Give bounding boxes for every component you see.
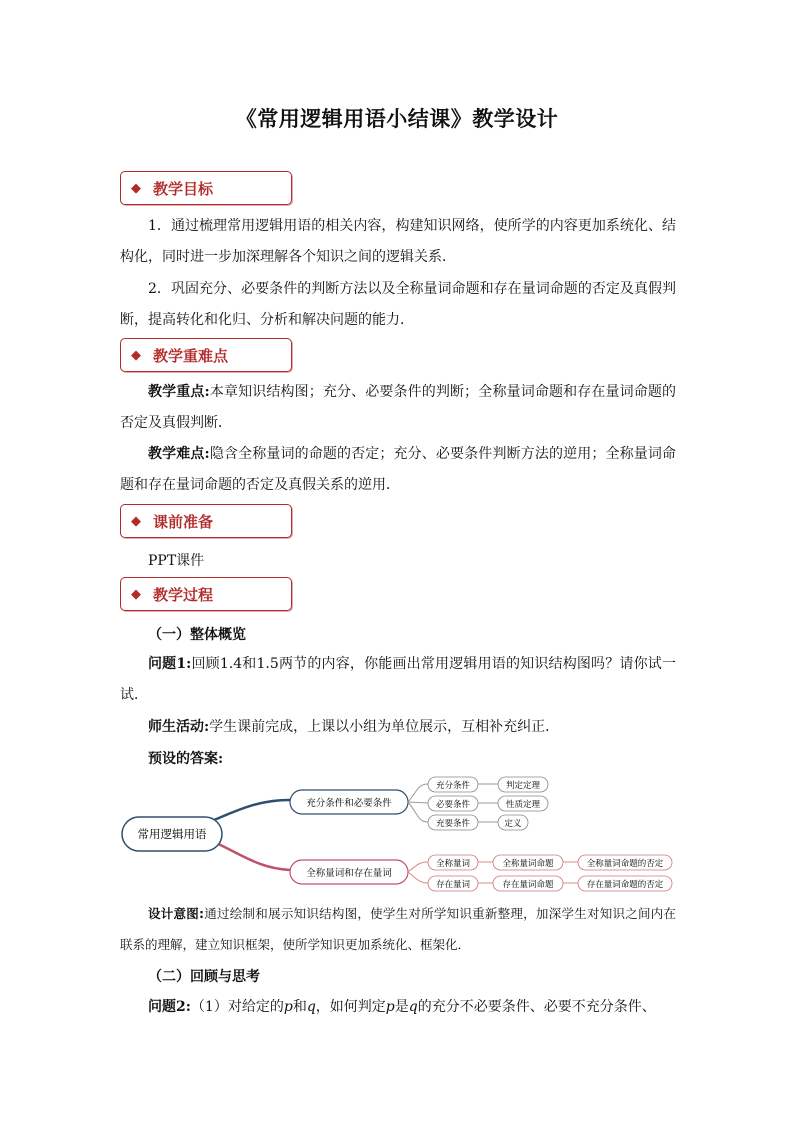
- diamond-icon: ◆: [131, 586, 141, 602]
- design-intent-paragraph: [120, 898, 676, 960]
- goals-paragraph-2: 2．巩固充分、必要条件的判断方法以及全称量词命题和存在量词命题的否定及真假判断，提高转化和化归、分析和解决问题的能力．: [120, 281, 676, 328]
- connector: [408, 862, 428, 872]
- section-label: 教学过程: [153, 585, 214, 604]
- knowledge-structure-mindmap: [118, 770, 678, 895]
- variable-q: q: [306, 999, 316, 1015]
- section-header-prep: [120, 504, 292, 538]
- section-label: 课前准备: [153, 512, 214, 531]
- variable-q: q: [408, 999, 418, 1015]
- key-point-text: 本章知识结构图；充分、必要条件的判断；全称量词命题和存在量词命题的否定及真假判断．: [120, 384, 677, 431]
- connector: [408, 872, 428, 883]
- connector: [408, 802, 428, 803]
- b2-child-label: 存在量词: [435, 880, 471, 890]
- b1-leaf-label: 性质定理: [505, 800, 541, 810]
- b1-child-label: 充要条件: [435, 819, 471, 829]
- question1-paragraph: [120, 649, 676, 711]
- section-header-process: [120, 577, 292, 611]
- question1-text: 回顾1.4和1.5两节的内容，你能画出常用逻辑用语的知识结构图吗？请你试一试．: [120, 656, 676, 703]
- question2-text-d: 的充分不必要条件、必要不充分条件、: [417, 999, 656, 1015]
- activity-paragraph: [120, 712, 676, 743]
- root-node-label: 常用逻辑用语: [137, 827, 207, 841]
- b1-leaf-label: 定义: [504, 819, 522, 829]
- answer-label: 预设的答案:: [148, 751, 224, 767]
- prep-text: PPT课件: [148, 553, 205, 569]
- diamond-icon: ◆: [131, 180, 141, 196]
- variable-p: p: [385, 999, 395, 1015]
- activity-text: 学生课前完成，上课以小组为单位展示，互相补充纠正．: [209, 719, 560, 735]
- part1-heading: （一）整体概览: [148, 627, 246, 643]
- goals-paragraph-1: 1．通过梳理常用逻辑用语的相关内容，构建知识网络，使所学的内容更加系统化、结构化，同时进一步加深理解各个知识之间的逻辑关系．: [120, 218, 676, 265]
- connector-root-branch2: [214, 842, 290, 870]
- section-label: 教学重难点: [153, 346, 229, 365]
- page-title: 《常用逻辑用语小结课》教学设计: [235, 106, 559, 131]
- part2-heading: （二）回顾与思考: [148, 969, 260, 985]
- b1-child-label: 必要条件: [435, 800, 471, 810]
- activity-label: 师生活动:: [148, 719, 210, 735]
- connector-root-branch1: [214, 800, 290, 820]
- variable-p: p: [283, 999, 293, 1015]
- section-header-keypoints: [120, 338, 292, 372]
- key-point-paragraph: [120, 377, 676, 439]
- question2-text-b: ，如何判定: [315, 999, 386, 1015]
- difficult-point-paragraph: [120, 439, 676, 501]
- question2-text-c: 是: [394, 999, 409, 1015]
- question2-paragraph: [148, 996, 676, 1016]
- b2-child-label: 全称量词: [435, 859, 471, 869]
- b2-level3-label: 存在量词命题的否定: [586, 880, 664, 890]
- key-point-label: 教学重点:: [148, 384, 210, 400]
- b2-level3-label: 全称量词命题的否定: [586, 859, 664, 869]
- section-label: 教学目标: [153, 179, 214, 198]
- connector: [408, 784, 428, 802]
- connector: [408, 802, 428, 822]
- question2-label: 问题2:: [148, 999, 191, 1015]
- b1-leaf-label: 判定定理: [505, 781, 541, 791]
- section-header-goals: [120, 171, 292, 205]
- b2-level2-label: 存在量词命题: [502, 880, 554, 890]
- design-intent-label: 设计意图:: [148, 906, 205, 921]
- question2-and: 和: [292, 999, 307, 1015]
- diamond-icon: ◆: [131, 347, 141, 363]
- b2-level2-label: 全称量词命题: [502, 859, 554, 869]
- branch1-label: 充分条件和必要条件: [306, 798, 392, 809]
- question1-label: 问题1:: [148, 656, 192, 672]
- question2-text-a: （1）对给定的: [190, 999, 284, 1015]
- difficult-point-text: 隐含全称量词的命题的否定；充分、必要条件判断方法的逆用；全称量词命题和存在量词命题的否定及真假关系的逆用．: [120, 446, 677, 493]
- diamond-icon: ◆: [131, 513, 141, 529]
- design-intent-text: 通过绘制和展示知识结构图，使学生对所学知识重新整理，加深学生对知识之间内在联系的理解，建立知识框架，使所学知识更加系统化、框架化．: [120, 906, 676, 952]
- b1-child-label: 充分条件: [435, 781, 471, 791]
- branch2-label: 全称量词和存在量词: [306, 868, 392, 879]
- difficult-point-label: 教学难点:: [148, 446, 210, 462]
